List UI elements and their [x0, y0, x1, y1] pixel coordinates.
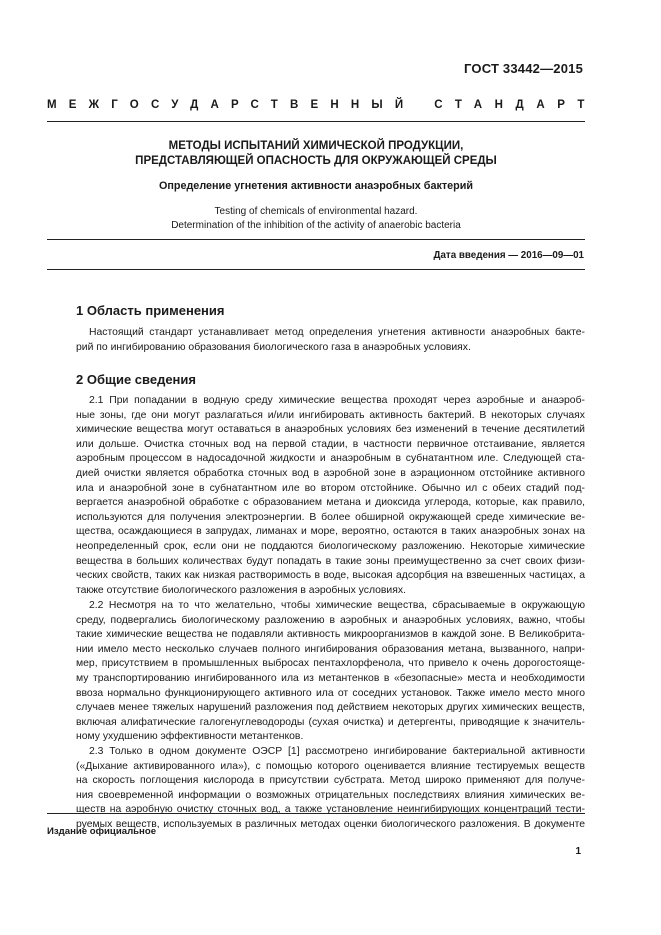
text-line: такие химические вещества не подавляли активность микроорганизмов в каждой зоне. В Великобрита-: [76, 629, 585, 641]
section-1-text: [76, 326, 585, 355]
english-title-line-1: Testing of chemicals of environmental hazard.: [214, 206, 418, 217]
section-1-heading: 1 Область применения: [76, 303, 225, 318]
text-line: («Дыхание активированного ила»), с помощью которого оценивается влияние тестируемых веществ: [76, 760, 585, 772]
interstate-standard-banner: [47, 99, 597, 111]
introduction-date: Дата введения — 2016—09—01: [433, 250, 584, 261]
text-line: мер, присутствием в промышленных выбросах пентахлорфенола, что привело к очень дорогостояще-: [76, 658, 585, 670]
text-line: ввоза нормально функционирующего активного ила от соседних установок. Также имело место много: [76, 687, 585, 699]
document-title: [47, 139, 585, 169]
text-line: дией очистки является обработка сточных вод в аэробной зоне в аэрационном отстойнике активного: [76, 467, 585, 479]
text-line: включая алифатические галогенуглеводороды (сухая очистка) и детергенты, приводящие к значитель-: [76, 716, 585, 728]
text-line: ния своевременной информации о возможных отрицательных последствиях влияния химических ве-: [76, 789, 585, 801]
title-line-2: ПРЕДСТАВЛЯЮЩЕЙ ОПАСНОСТЬ ДЛЯ ОКРУЖАЮЩЕЙ СРЕДЫ: [135, 155, 497, 167]
text-line: среду, подвергались биологическому разложению в аэробных и анаэробных условиях, важно, чтобы: [76, 614, 585, 626]
text-line: аэробным процессом в надосадочной жидкости и анаэробным в субнатантном иле. Следующей ста-: [76, 453, 585, 465]
text-line: ные зоны, где они могут разлагаться и/или ингибировать активность бактерий. В некоторых случаях: [76, 409, 585, 421]
paragraph-2-1: [76, 394, 585, 598]
footer-rule: [47, 813, 585, 814]
text-line: или дольше. Очистка сточных вод на первой стадии, в частности первичное отстаивание, является: [76, 438, 585, 450]
banner-word-interstate: МЕЖГОСУДАРСТВЕННЫЙ: [47, 99, 416, 111]
text-line: случаев менее тяжелых нарушений разложения под действием некоторых других химических веществ,: [76, 702, 585, 714]
date-rule: [47, 269, 585, 270]
text-line: также отсутствие биологического разложения в аэробных условиях.: [76, 584, 406, 596]
text-line: на скорость поглощения кислорода в присутствии субстрата. Метод широко применяют для получе-: [76, 775, 585, 787]
banner-word-standard: СТАНДАРТ: [434, 99, 597, 111]
title-rule: [47, 239, 585, 240]
standard-number: ГОСТ 33442—2015: [464, 61, 583, 76]
text-line: ческих свойств, таких как низкая растворимость в воде, высокая адсорбция на взвешенных частицах, а: [76, 570, 585, 582]
text-line: нии имело место несколько случаев полного ингибирования образования метана, вызванного, напри-: [76, 643, 585, 655]
text-line: му транспортированию ингибированного ила из метантенков в «безопасные» места и необходимости: [76, 672, 585, 684]
document-subtitle: Определение угнетения активности анаэробных бактерий: [158, 180, 474, 192]
text-line: ному ухудшению эффективности метантенков.: [76, 731, 304, 743]
text-line: ществ на аэробную очистку сточных вод, а также установление неингибирующих концентраций тести-: [76, 804, 585, 816]
text-line: руемых веществ, используемых в различных методах оценки биологического разложения. В документе: [76, 818, 585, 830]
header-rule: [47, 121, 585, 122]
text-line: вещества в больших количествах будут попадать в такие зоны преимущественно за счет своих физи-: [76, 555, 585, 567]
text-line: используются для получения электроэнергии. В более обширной окружающей среде химические ве-: [76, 511, 585, 523]
english-title-line-2: Determination of the inhibition of the activity of anaerobic bacteria: [171, 219, 461, 231]
english-title: [47, 205, 585, 232]
text-line: химические вещества могут оставаться в анаэробных условиях без изменений в течение десятилетий: [76, 424, 585, 436]
text-line: 2.2 Несмотря на то что желательно, чтобы химические вещества, сбрасываемые в окружающую: [89, 600, 585, 611]
page-number: 1: [575, 846, 581, 857]
section-2-heading: 2 Общие сведения: [76, 372, 196, 387]
paragraph-2-3: [76, 745, 585, 833]
text-line: ила и анаэробной зоне в субнатантном иле во втором отстойнике. Обычно ил с обеих стадий под-: [76, 482, 585, 494]
official-edition-label: Издание официальное: [47, 826, 157, 837]
text-line: рий по ингибированию образования биологического газа в анаэробных условиях.: [76, 341, 471, 353]
paragraph-2-2: [76, 599, 585, 745]
text-line: вергается анаэробной обработке с образованием метана и диоксида углерода, которые, как правило,: [76, 497, 585, 509]
text-line: неопределенный срок, если они не поддаются биологическому разложению. Некоторые химические: [76, 540, 585, 552]
text-line: щества, осаждающиеся в запрудах, лиманах и море, вероятно, остаются в таких анаэробных зонах на: [76, 526, 585, 538]
text-line: 2.3 Только в одном документе ОЭСР [1] рассмотрено ингибирование бактериальной активности: [89, 746, 585, 757]
title-line-1: МЕТОДЫ ИСПЫТАНИЙ ХИМИЧЕСКОЙ ПРОДУКЦИИ,: [168, 140, 464, 152]
text-line: 2.1 При попадании в водную среду химические вещества проходят через аэробные и анаэроб-: [89, 395, 585, 406]
text-line: Настоящий стандарт устанавливает метод определения угнетения активности анаэробных бакте-: [89, 327, 585, 338]
